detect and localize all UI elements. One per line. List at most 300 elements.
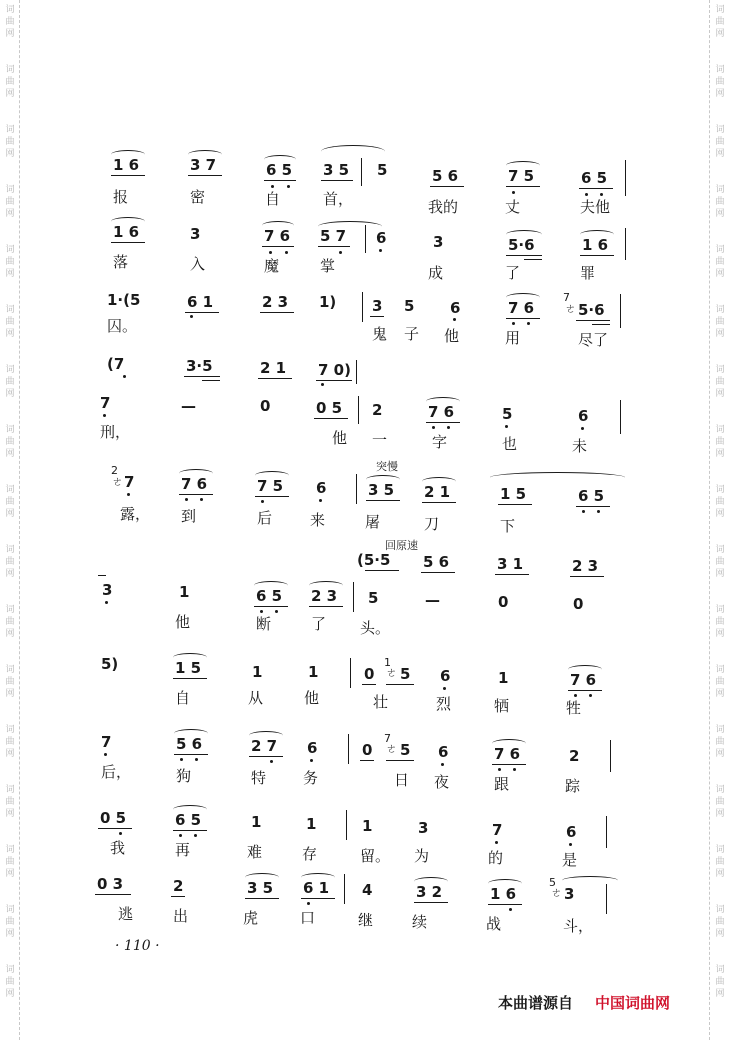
note: 1 — [179, 583, 190, 601]
lyric: 壮 — [373, 693, 389, 711]
note: (7 — [107, 355, 125, 373]
watermark-group: 词 曲 网 — [5, 785, 15, 819]
watermark-group: 词 曲 网 — [5, 305, 15, 339]
note-group: 7 6 — [570, 671, 597, 689]
underline — [426, 422, 460, 423]
note: 3 — [190, 225, 201, 243]
note: 4 — [362, 881, 373, 899]
low-dot — [443, 687, 446, 690]
page-number: · 110 · — [115, 938, 160, 954]
watermark-group: 词 曲 网 — [715, 845, 725, 879]
low-dot — [527, 322, 530, 325]
note-group: 2 1 — [424, 483, 451, 501]
note-group: 1 6 — [490, 885, 517, 903]
slur — [301, 873, 335, 882]
note: 1 — [498, 669, 509, 687]
bar-line — [361, 158, 362, 186]
note: 6 — [307, 739, 318, 757]
watermark-group: 词 曲 网 — [5, 605, 15, 639]
slur — [309, 581, 343, 590]
grace-mark: ㄜ — [551, 886, 562, 899]
watermark-group: 词 曲 网 — [5, 185, 15, 219]
note: 5 — [502, 405, 513, 423]
note-group: 7 5 — [508, 167, 535, 185]
watermark-group: 词 曲 网 — [715, 965, 725, 999]
note-group: 2 3 — [311, 587, 338, 605]
low-dot — [287, 185, 290, 188]
slur — [506, 161, 540, 170]
underline — [316, 380, 352, 381]
lyric: 我的 — [428, 198, 459, 216]
lyric: 断 — [256, 615, 272, 633]
lyric: 头。 — [360, 619, 391, 637]
bar-line — [365, 225, 366, 253]
note: 3 — [102, 581, 113, 599]
note-group: 1 6 — [113, 223, 140, 241]
low-dot — [190, 315, 193, 318]
watermark-group: 词 曲 网 — [715, 245, 725, 279]
bar-line — [610, 740, 611, 772]
underline — [254, 606, 288, 607]
low-dot — [432, 426, 435, 429]
rest: 0 — [362, 741, 373, 759]
watermark-group: 词 曲 网 — [5, 845, 15, 879]
bar-line — [348, 734, 349, 764]
lyric: 子 — [404, 325, 420, 343]
tie — [490, 472, 625, 483]
left-dashed-rule — [19, 0, 20, 1040]
grace-note: 5 — [549, 876, 556, 889]
lyric: 掌 — [320, 257, 336, 275]
bar-line — [625, 160, 626, 196]
low-dot — [260, 610, 263, 613]
note: 6 — [438, 743, 449, 761]
note: 5 — [377, 161, 388, 179]
underline — [414, 902, 448, 903]
note: 2 — [569, 747, 580, 765]
underline — [184, 376, 220, 377]
underline — [264, 180, 296, 181]
low-dot — [270, 760, 273, 763]
slur — [111, 150, 145, 159]
underline — [318, 246, 350, 247]
note-group: 6 5 — [578, 487, 605, 505]
underline — [262, 246, 294, 247]
note-group: 0 3 — [97, 875, 124, 893]
lyric: 的 — [488, 849, 504, 867]
low-dot — [269, 251, 272, 254]
lyric: 报 — [113, 188, 129, 206]
lyric: 了 — [311, 615, 327, 633]
note: 5 — [404, 297, 415, 315]
bar-line — [606, 884, 607, 914]
lyric: 也 — [502, 435, 518, 453]
watermark-group: 词 曲 网 — [5, 905, 15, 939]
underline — [495, 574, 529, 575]
lyric: 牲 — [566, 699, 582, 717]
low-dot — [185, 498, 188, 501]
rest: 0 — [260, 397, 271, 415]
lyric: 狗 — [176, 767, 192, 785]
low-dot — [271, 185, 274, 188]
note: 6 — [376, 229, 387, 247]
lyric: 存 — [302, 845, 318, 863]
slur — [568, 665, 602, 674]
bar-line — [625, 228, 626, 260]
watermark-group: 词 曲 网 — [715, 305, 725, 339]
underline — [421, 572, 455, 573]
underline — [580, 255, 614, 256]
lyric: 烈 — [436, 695, 452, 713]
note: 3 — [418, 819, 429, 837]
bracket-top — [98, 575, 106, 576]
note: 1 — [251, 813, 262, 831]
slur — [426, 397, 460, 406]
underline — [179, 494, 213, 495]
note-group: 5 7 — [320, 227, 347, 245]
note-group: 1 5 — [500, 485, 527, 503]
underline — [245, 898, 279, 899]
underline — [258, 378, 292, 379]
note-group: 7 6 — [264, 227, 291, 245]
slur — [414, 877, 448, 886]
underline — [174, 754, 208, 755]
low-dot — [512, 322, 515, 325]
watermark-group: 词 曲 网 — [715, 185, 725, 219]
lyric: 尽了 — [578, 331, 609, 349]
underline — [249, 756, 283, 757]
watermark-group: 词 曲 网 — [5, 245, 15, 279]
dash: — — [181, 397, 196, 415]
underline — [360, 760, 374, 761]
underline — [570, 576, 604, 577]
right-dashed-rule — [709, 0, 710, 1040]
underline — [314, 418, 348, 419]
lyric: 刑， — [100, 423, 131, 441]
slur — [173, 805, 207, 814]
slur — [422, 477, 456, 486]
underline — [576, 506, 610, 507]
note-group: 3 5 — [368, 481, 395, 499]
underline — [492, 764, 526, 765]
watermark-group: 词 曲 网 — [5, 545, 15, 579]
underline — [506, 318, 540, 319]
note-group: 5 6 — [432, 167, 459, 185]
bar-line — [620, 294, 621, 328]
low-dot — [513, 768, 516, 771]
tempo-mark-return: 回原速 — [385, 539, 418, 552]
lyric: 自 — [265, 190, 281, 208]
footer-source-text: 本曲谱源自 — [498, 994, 574, 1012]
note-group: 1 6 — [113, 156, 140, 174]
lyric: 为 — [414, 847, 430, 865]
underline — [185, 312, 219, 313]
lyric: 一 — [372, 431, 388, 449]
tie — [562, 876, 618, 885]
bar-line — [353, 582, 354, 612]
low-dot — [498, 768, 501, 771]
slur — [245, 873, 279, 882]
low-dot — [447, 426, 450, 429]
lyric: 字 — [432, 433, 448, 451]
note-group: 6 5 — [175, 811, 202, 829]
lyric: 夫他 — [580, 198, 611, 216]
lyric: 他 — [444, 327, 460, 345]
bar-line — [362, 292, 363, 322]
underline — [111, 175, 145, 176]
grace-mark: ㄜ — [386, 742, 397, 755]
note: 5) — [101, 655, 119, 673]
low-dot — [261, 500, 264, 503]
rest: 0 — [364, 665, 375, 683]
note: 1) — [319, 293, 337, 311]
grace-note: 7 — [384, 732, 391, 745]
watermark-group: 词 曲 网 — [715, 905, 725, 939]
underline — [579, 188, 613, 189]
underline — [576, 320, 610, 321]
low-dot — [339, 251, 342, 254]
low-dot — [441, 763, 444, 766]
lyric: 用 — [505, 329, 521, 347]
bar-line — [356, 360, 357, 384]
lyric: 自 — [175, 689, 191, 707]
watermark-group: 词 曲 网 — [715, 545, 725, 579]
low-dot — [589, 694, 592, 697]
lyric: 牺 — [494, 697, 510, 715]
note: 5 — [368, 589, 379, 607]
note: 3 — [372, 297, 383, 315]
underline — [430, 186, 464, 187]
note-group: 5·6 — [578, 301, 605, 319]
bar-line — [344, 874, 345, 904]
low-dot — [574, 694, 577, 697]
underline — [301, 898, 335, 899]
lyric: 留。 — [360, 847, 391, 865]
watermark-group: 词 曲 网 — [715, 785, 725, 819]
note-group: 2 3 — [572, 557, 599, 575]
low-dot — [585, 193, 588, 196]
grace-note: 2 — [111, 464, 118, 477]
note-group: 3 7 — [190, 156, 217, 174]
underline — [173, 830, 207, 831]
note-group: 7 0) — [318, 361, 351, 379]
underline — [188, 175, 222, 176]
slur — [254, 581, 288, 590]
note-group: 3·5 — [186, 357, 213, 375]
dash: — — [425, 591, 440, 609]
lyric: 难 — [247, 843, 263, 861]
watermark-group: 词 曲 网 — [5, 725, 15, 759]
lyric: 务 — [303, 769, 319, 787]
note-group: 3 5 — [247, 879, 274, 897]
low-dot — [105, 601, 108, 604]
note: 6 — [316, 479, 327, 497]
underline — [95, 894, 131, 895]
note-group: 3 2 — [416, 883, 443, 901]
note-group: 3 1 — [497, 555, 524, 573]
note: 3 — [433, 233, 444, 251]
watermark-group: 词 曲 网 — [715, 605, 725, 639]
note: 1 — [362, 817, 373, 835]
watermark-group: 词 曲 网 — [5, 125, 15, 159]
low-dot — [319, 499, 322, 502]
lyric: 虎 — [243, 909, 259, 927]
watermark-group: 词 曲 网 — [715, 125, 725, 159]
low-dot — [275, 610, 278, 613]
underline — [524, 259, 542, 260]
slur — [506, 230, 542, 239]
note-group: 2 3 — [262, 293, 289, 311]
watermark-group: 词 曲 网 — [715, 485, 725, 519]
underline — [362, 684, 376, 685]
low-dot — [495, 841, 498, 844]
low-dot — [310, 759, 313, 762]
underline — [370, 316, 384, 317]
rest: 0 — [573, 595, 584, 613]
lyric: 了 — [505, 264, 521, 282]
note: 6 — [440, 667, 451, 685]
note: 2 — [372, 401, 383, 419]
low-dot — [307, 902, 310, 905]
lyric: 从 — [248, 689, 264, 707]
low-dot — [600, 193, 603, 196]
bar-line — [346, 810, 347, 840]
underline — [111, 242, 145, 243]
slur — [262, 221, 294, 230]
low-dot — [179, 834, 182, 837]
lyric: 落 — [113, 253, 129, 271]
note: 1 — [306, 815, 317, 833]
lyric: 逃 — [118, 905, 134, 923]
note-group: 5 6 — [423, 553, 450, 571]
watermark-group: 词 曲 网 — [715, 665, 725, 699]
bar-line — [356, 474, 357, 504]
grace-mark: ㄜ — [386, 666, 397, 679]
slur — [179, 469, 213, 478]
watermark-group: 词 曲 网 — [5, 65, 15, 99]
lyric: 入 — [190, 255, 206, 273]
note-group: 6 5 — [256, 587, 283, 605]
low-dot — [321, 383, 324, 386]
note: 1 — [308, 663, 319, 681]
note: 1 — [252, 663, 263, 681]
low-dot — [512, 191, 515, 194]
slur — [188, 150, 222, 159]
note: 6 — [450, 299, 461, 317]
underline — [386, 684, 414, 685]
underline — [506, 255, 542, 256]
lyric: 成 — [428, 264, 444, 282]
watermark-group: 词 曲 网 — [715, 725, 725, 759]
slur — [174, 729, 208, 738]
low-dot — [582, 510, 585, 513]
underline — [309, 606, 343, 607]
watermark-group: 词 曲 网 — [5, 5, 15, 39]
footer-site-link[interactable]: 中国词曲网 — [595, 994, 671, 1012]
note-group: 0 5 — [100, 809, 127, 827]
slur — [488, 879, 522, 888]
slur — [492, 739, 526, 748]
slur — [255, 471, 289, 480]
lyric: 鬼 — [372, 325, 388, 343]
lyric: 战 — [486, 915, 502, 933]
grace-mark: ㄜ — [565, 302, 576, 315]
grace-note: 1 — [384, 656, 391, 669]
underline — [422, 502, 456, 503]
low-dot — [194, 834, 197, 837]
lyric: 口 — [300, 909, 316, 927]
slur — [366, 475, 400, 484]
lyric: 再 — [175, 841, 191, 859]
lyric: 出 — [173, 907, 189, 925]
low-dot — [581, 427, 584, 430]
watermark-group: 词 曲 网 — [5, 665, 15, 699]
note: 5 — [400, 665, 411, 683]
note: 7 — [124, 473, 135, 491]
low-dot — [379, 249, 382, 252]
grace-mark: ㄜ — [112, 475, 123, 488]
note-group: 6 1 — [303, 879, 330, 897]
lyric: 密 — [190, 188, 206, 206]
lyric: 魔 — [264, 257, 280, 275]
note-group: 6 1 — [187, 293, 214, 311]
footer-attribution — [498, 992, 670, 1013]
watermark-group: 词 曲 网 — [715, 425, 725, 459]
underline — [202, 380, 220, 381]
lyric: 刀 — [424, 515, 440, 533]
low-dot — [195, 758, 198, 761]
lyric: 继 — [358, 911, 374, 929]
lyric: 屠 — [365, 513, 381, 531]
low-dot — [180, 758, 183, 761]
note-group: 7 6 — [428, 403, 455, 421]
watermark-group: 词 曲 网 — [5, 365, 15, 399]
watermark-group: 词 曲 网 — [5, 965, 15, 999]
underline — [498, 504, 532, 505]
underline — [488, 904, 522, 905]
note: 7 — [492, 821, 503, 839]
lyric: 夜 — [434, 773, 450, 791]
lyric: 是 — [562, 851, 578, 869]
note-group: 1 6 — [582, 236, 609, 254]
grace-note: 7 — [563, 291, 570, 304]
low-dot — [123, 375, 126, 378]
right-watermark-strip — [713, 0, 727, 1040]
lyric: 罪 — [580, 264, 596, 282]
note: 7 — [101, 733, 112, 751]
tie — [318, 221, 382, 232]
bar-line — [620, 400, 621, 434]
note-group: 1 5 — [175, 659, 202, 677]
underline — [592, 324, 610, 325]
slur — [506, 293, 540, 302]
tempo-mark-sudden-slow: 突慢 — [376, 460, 398, 473]
slur — [249, 731, 283, 740]
watermark-group: 词 曲 网 — [715, 365, 725, 399]
note-group: 1·(5 — [107, 291, 141, 309]
note-group: 6 5 — [581, 169, 608, 187]
lyric: 续 — [412, 913, 428, 931]
underline — [365, 570, 399, 571]
underline — [386, 760, 414, 761]
note: 3 — [564, 885, 575, 903]
lyric: 特 — [251, 769, 267, 787]
low-dot — [285, 251, 288, 254]
note-group: 5 6 — [176, 735, 203, 753]
slur — [264, 155, 296, 164]
note-group: 6 5 — [266, 161, 293, 179]
low-dot — [104, 753, 107, 756]
